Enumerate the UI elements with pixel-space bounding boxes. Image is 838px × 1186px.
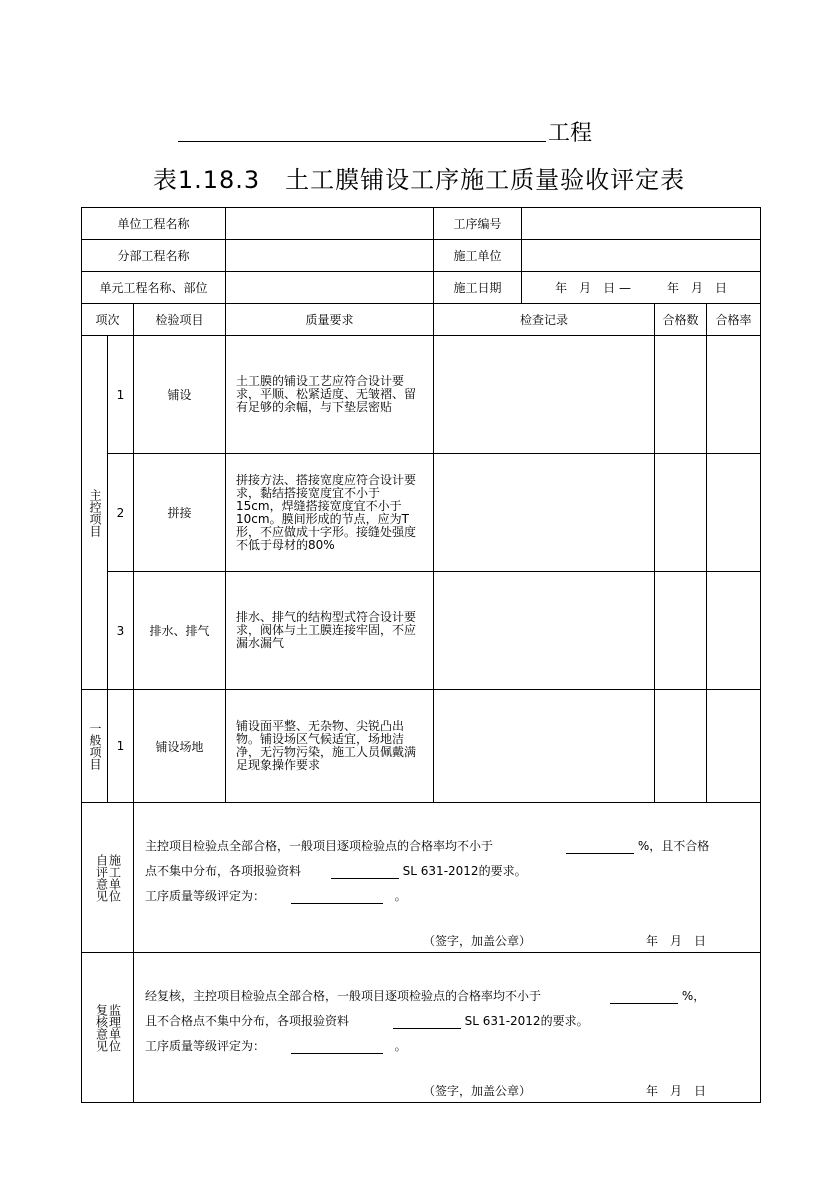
col-qualified-rate: 合格率 (707, 304, 761, 336)
self-assessment-text-3a: 工序质量等级评定为： (145, 889, 266, 903)
project-name-line (178, 114, 593, 144)
supervision-row (82, 953, 761, 1103)
supervision-text-1a: 经复核，主控项目检验点全部合格，一般项目逐项检验点的合格率均不小于 (145, 989, 542, 1003)
general-label-cell (82, 690, 108, 803)
inspection-item-name: 铺设 (134, 336, 226, 454)
project-suffix: 工程 (548, 121, 593, 146)
supervision-content (134, 953, 761, 1103)
inspection-form-table (81, 207, 761, 1103)
qualified-count-field[interactable] (655, 454, 707, 572)
item-no: 1 (108, 336, 134, 454)
supervision-label-cell (82, 953, 134, 1103)
table-row (82, 454, 761, 572)
item-no: 3 (108, 572, 134, 690)
col-item-no: 项次 (82, 304, 134, 336)
supervision-line-3 (145, 1037, 407, 1054)
row-element-project (82, 272, 761, 304)
qualified-count-field[interactable] (655, 336, 707, 454)
construction-unit-label: 施工单位 (434, 240, 522, 272)
inspection-item-name: 铺设场地 (134, 690, 226, 803)
division-project-name-label: 分部工程名称 (82, 240, 226, 272)
supervision-pass-rate-blank[interactable] (610, 990, 678, 1004)
qualified-count-field[interactable] (655, 690, 707, 803)
main-control-label: 主控项目 (88, 488, 102, 537)
supervision-line-1-rate (610, 987, 705, 1004)
self-assessment-line-1-rate (566, 837, 709, 854)
supervision-text-3a: 工序质量等级评定为： (145, 1039, 266, 1053)
col-qualified-count: 合格数 (655, 304, 707, 336)
qualified-rate-field[interactable] (707, 572, 761, 690)
qualified-count-field[interactable] (655, 572, 707, 690)
supervision-text-1b: %， (681, 989, 706, 1003)
self-assessment-line-1 (145, 837, 493, 854)
division-project-name-field[interactable] (226, 240, 434, 272)
self-assessment-date[interactable]: 年 月 日 (646, 934, 707, 948)
self-assessment-text-2a: 点不集中分布，各项报验资料 (145, 864, 302, 878)
quality-requirement-text: 排水、排气的结构型式符合设计要求，阀体与土工膜连接牢固，不应漏水漏气 (226, 572, 434, 690)
qualified-rate-field[interactable] (707, 336, 761, 454)
row-unit-project (82, 208, 761, 240)
quality-requirement-text: 拼接方法、搭接宽度应符合设计要求，黏结搭接宽度宜不小于15cm，焊缝搭接宽度宜不小于10cm。膜间形成的节点，应为T形，不应做成十字形。接缝处强度不低于母材的80% (226, 454, 434, 572)
page-title: 表1.18.3 土工膜铺设工序施工质量验收评定表 (152, 166, 686, 194)
self-assessment-sign: （签字，加盖公章） (423, 934, 532, 948)
pass-rate-blank[interactable] (566, 840, 634, 854)
element-project-field[interactable] (226, 272, 434, 304)
supervision-date[interactable]: 年 月 日 (646, 1084, 707, 1098)
supervision-text-2b: SL 631-2012的要求。 (464, 1014, 589, 1028)
general-label: 一般项目 (88, 722, 102, 770)
main-control-label-cell (82, 336, 108, 690)
supervision-line-2 (145, 1012, 589, 1029)
check-record-field[interactable] (434, 572, 655, 690)
check-record-field[interactable] (434, 454, 655, 572)
col-quality-requirement: 质量要求 (226, 304, 434, 336)
row-column-headers (82, 304, 761, 336)
self-assessment-text-1a: 主控项目检验点全部合格，一般项目逐项检验点的合格率均不小于 (145, 839, 494, 853)
col-inspection-item: 检验项目 (134, 304, 226, 336)
check-record-field[interactable] (434, 336, 655, 454)
self-assessment-text-3b: 。 (394, 889, 407, 903)
supervision-materials-blank[interactable] (393, 1015, 461, 1029)
supervision-quality-grade-blank[interactable] (291, 1040, 383, 1054)
self-assessment-label: 施工单位自评意见 (94, 853, 122, 902)
check-record-field[interactable] (434, 690, 655, 803)
inspection-item-name: 拼接 (134, 454, 226, 572)
table-row (82, 690, 761, 803)
element-project-label: 单元工程名称、部位 (82, 272, 226, 304)
supervision-line-1 (145, 987, 541, 1004)
self-assessment-line-2 (145, 862, 527, 879)
construction-date-field[interactable]: 年 月 日 — 年 月 日 (522, 272, 761, 304)
quality-grade-blank[interactable] (291, 890, 383, 904)
inspection-item-name: 排水、排气 (134, 572, 226, 690)
row-division-project (82, 240, 761, 272)
quality-requirement-text: 铺设面平整、无杂物、尖锐凸出物。铺设场区气候适宜，场地洁净，无污物污染，施工人员佩戴满足现象操作要求 (226, 690, 434, 803)
col-check-record: 检查记录 (434, 304, 655, 336)
construction-unit-field[interactable] (522, 240, 761, 272)
self-assessment-content (134, 803, 761, 953)
quality-requirement-text: 土工膜的铺设工艺应符合设计要求，平顺、松紧适度、无皱褶、留有足够的余幅，与下垫层密贴 (226, 336, 434, 454)
table-row (82, 572, 761, 690)
item-no: 2 (108, 454, 134, 572)
self-assessment-line-3 (145, 887, 407, 904)
supervision-text-3b: 。 (394, 1039, 407, 1053)
construction-date-label: 施工日期 (434, 272, 522, 304)
unit-project-name-label: 单位工程名称 (82, 208, 226, 240)
procedure-no-label: 工序编号 (434, 208, 522, 240)
qualified-rate-field[interactable] (707, 454, 761, 572)
materials-conformity-blank[interactable] (331, 865, 399, 879)
supervision-text-2a: 且不合格点不集中分布，各项报验资料 (145, 1014, 350, 1028)
table-row (82, 336, 761, 454)
self-assessment-text-2b: SL 631-2012的要求。 (402, 864, 527, 878)
qualified-rate-field[interactable] (707, 690, 761, 803)
self-assessment-row (82, 803, 761, 953)
supervision-sign: （签字，加盖公章） (423, 1084, 532, 1098)
supervision-label: 监理单位复核意见 (94, 1003, 122, 1052)
self-assessment-text-1b: %，且不合格 (637, 839, 710, 853)
project-name-blank[interactable] (178, 114, 546, 142)
procedure-no-field[interactable] (522, 208, 761, 240)
item-no: 1 (108, 690, 134, 803)
unit-project-name-field[interactable] (226, 208, 434, 240)
self-assessment-label-cell (82, 803, 134, 953)
